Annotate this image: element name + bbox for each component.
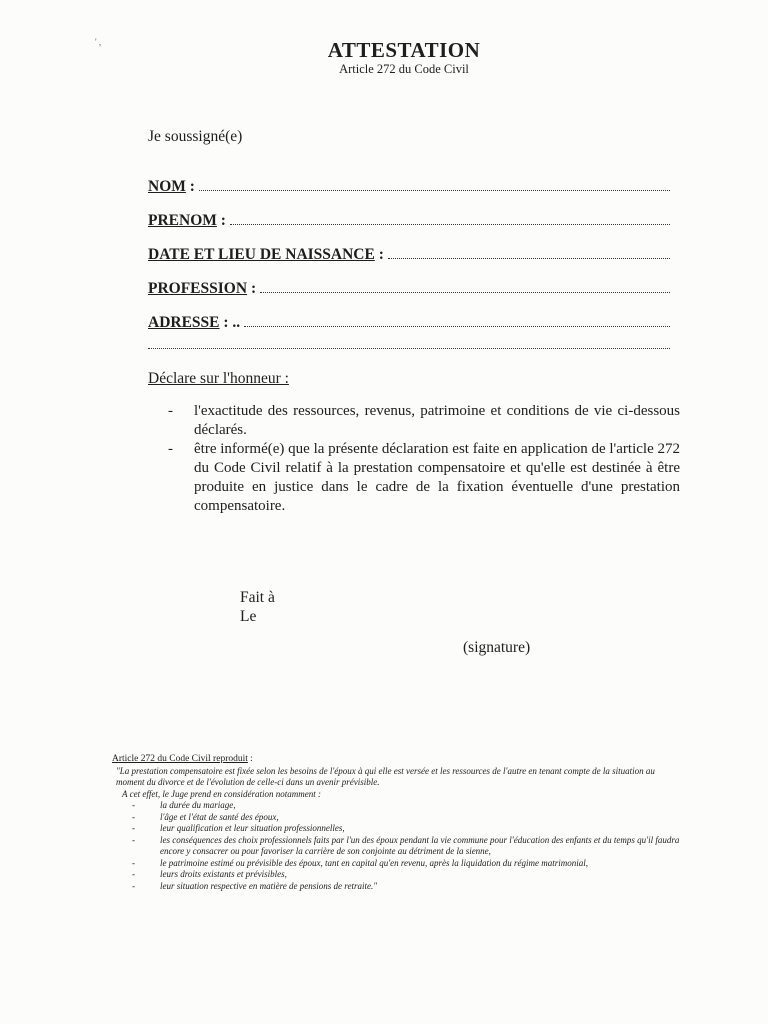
profession-field[interactable] bbox=[148, 280, 670, 298]
page-subtitle: Article 272 du Code Civil bbox=[339, 62, 469, 76]
article-paragraph: "La prestation compensatoire est fixée selon les besoins de l'époux à qui elle est versée et les ressources de l'autre en tenant compte de la situation au moment du divorce et de l'évolution de celle-ci dans un avenir prévisible. bbox=[116, 765, 655, 787]
naissance-dotted-line[interactable] bbox=[388, 246, 670, 259]
le-label: Le bbox=[240, 608, 257, 625]
list-item: - l'exactitude des ressources, revenus, patrimoine et conditions de vie ci-dessous déclarés. bbox=[168, 403, 680, 438]
adresse-field[interactable] bbox=[148, 314, 670, 332]
place-date-block bbox=[240, 588, 275, 626]
signature-label: (signature) bbox=[463, 639, 531, 656]
naissance-label: DATE ET LIEU DE NAISSANCE : bbox=[148, 246, 384, 263]
adresse-dotted-line[interactable] bbox=[244, 314, 670, 327]
bullet-text: l'exactitude des ressources, revenus, patrimoine et conditions de vie ci-dessous déclarés. bbox=[194, 403, 680, 438]
article-footnote: Article 272 du Code Civil reproduit : "La prestation compensatoire est fixée selon les besoins de l'époux à qui elle est versée et les ressources de l'autre en tenant compte de la situation au moment du divorce et de l'évolution de celle-ci dans un avenir prévisible. A cet effet, le Juge prend en considération notamment : - la durée du mariage, - l'âge et l'état de santé des époux, - leur qualification et leur situation professionnelles, - les conséquences des choix professionnels faits par l'un des époux pendant la vie commune pour l'éducation des enfants et du temps qu'il faudra encore y consacrer ou pour favoriser la carrière de son conjointe au détriment de la sienne, - le patrimoine estimé ou prévisible des époux, tant en capital qu'en revenu, après la liquidation du régime matrimonial, - leurs droits existants et prévisibles, - leur situation respective en matière de pensions de retraite." bbox=[112, 753, 682, 892]
article-paragraph: A cet effet, le Juge prend en considération notamment : bbox=[122, 788, 321, 799]
fait-a-label: Fait à bbox=[240, 589, 275, 606]
profession-dotted-line[interactable] bbox=[260, 280, 670, 293]
adresse-continuation-line[interactable] bbox=[148, 336, 670, 349]
list-item: - les conséquences des choix professionnels faits par l'un des époux pendant la vie commune pour l'éducation des enfants et du temps qu'il faudra encore y consacrer ou pour favoriser la carrière de son conjointe au détriment de la sienne, bbox=[132, 834, 680, 856]
intro-text: Je soussigné(e) bbox=[148, 128, 243, 145]
prenom-dotted-line[interactable] bbox=[230, 212, 670, 225]
list-item: - l'âge et l'état de santé des époux, bbox=[132, 811, 279, 822]
list-item: - leurs droits existants et prévisibles, bbox=[132, 869, 287, 879]
adresse-label: ADRESSE : .. bbox=[148, 314, 241, 331]
bullet-text: être informé(e) que la présente déclaration est faite en application de l'article 272 du Code Civil relatif à la prestation compensatoire et qu'elle est destinée à être produite en justice dans le cadre de la fixation éventuelle d'une prestation compensatoire. bbox=[194, 441, 680, 514]
list-item: - le patrimoine estimé ou prévisible des époux, tant en capital qu'en revenu, après la liquidation du régime matrimonial, bbox=[132, 857, 589, 868]
prenom-label: PRENOM : bbox=[148, 212, 226, 229]
nom-field[interactable] bbox=[148, 178, 670, 196]
declare-heading: Déclare sur l'honneur : bbox=[148, 370, 289, 387]
page-title: ATTESTATION bbox=[327, 38, 481, 62]
nom-label: NOM : bbox=[148, 178, 195, 195]
list-item: - être informé(e) que la présente déclaration est faite en application de l'article 272 du Code Civil relatif à la prestation compensatoire et qu'elle est destinée à être produite en justice dans le cadre de la fixation éventuelle d'une prestation compensatoire. bbox=[168, 441, 680, 514]
list-item: - leur qualification et leur situation professionnelles, bbox=[132, 823, 345, 833]
list-item: - leur situation respective en matière de pensions de retraite." bbox=[132, 880, 377, 891]
scan-mark: ' , bbox=[95, 37, 102, 47]
declaration-list bbox=[168, 402, 680, 516]
prenom-field[interactable] bbox=[148, 212, 670, 230]
article-title: Article 272 du Code Civil reproduit bbox=[112, 754, 248, 764]
list-item: - la durée du mariage, bbox=[132, 800, 236, 810]
article-list bbox=[112, 800, 682, 892]
naissance-field[interactable] bbox=[148, 246, 670, 264]
nom-dotted-line[interactable] bbox=[199, 178, 670, 191]
profession-label: PROFESSION : bbox=[148, 280, 257, 297]
